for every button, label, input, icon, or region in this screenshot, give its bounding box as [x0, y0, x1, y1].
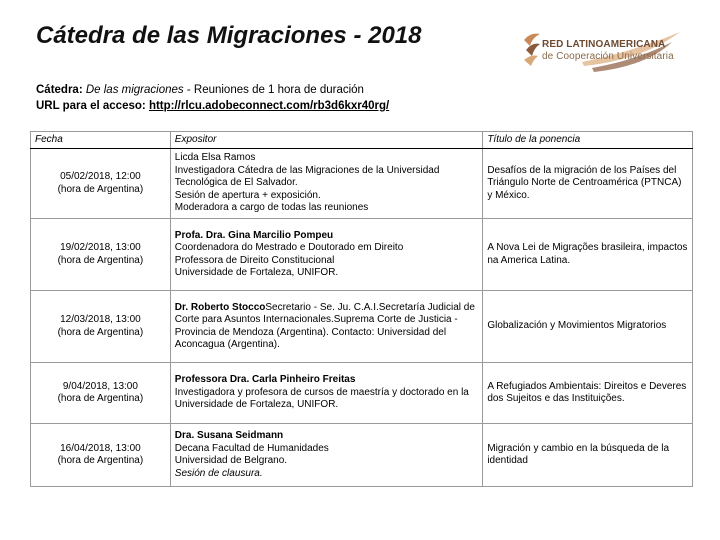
date-cell	[31, 149, 171, 219]
speaker-note: Sesión de clausura.	[174, 467, 263, 479]
timezone-note: (hora de Argentina)	[57, 393, 144, 404]
talk-title: A Nova Lei de Migrações brasileira, impactos na America Latina.	[483, 219, 693, 291]
header-date: Fecha	[31, 132, 171, 149]
speaker-cell	[170, 291, 483, 363]
speaker-line: Universidade de Fortaleza, UNIFOR.	[174, 399, 339, 411]
date-cell	[31, 424, 171, 487]
date-cell	[31, 363, 171, 424]
catedra-value: De las migraciones	[85, 84, 184, 96]
intro	[36, 82, 389, 114]
logo-line-1: RED LATINOAMERICANA	[542, 39, 666, 50]
speaker-line: Moderadora a cargo de todas las reuniones	[174, 202, 369, 214]
page-title: Cátedra de las Migraciones - 2018	[36, 22, 422, 49]
speaker-name: Dr. Roberto Stocco	[174, 301, 266, 313]
speaker-name: Profa. Dra. Gina Marcilio Pompeu	[174, 229, 334, 241]
catedra-rest: - Reuniones de 1 hora de duración	[186, 84, 364, 96]
logo-line-2: de Cooperación Universitaria	[542, 51, 674, 62]
speaker-line: Tecnológica de El Salvador.	[174, 177, 298, 189]
table-row	[31, 291, 693, 363]
speaker-name: Licda Elsa Ramos	[174, 152, 256, 164]
date-value: 16/04/2018, 13:00	[60, 442, 141, 454]
speaker-line: Decana Facultad de Humanidades	[174, 442, 329, 454]
date-value: 19/02/2018, 13:00	[60, 242, 141, 253]
table-row	[31, 149, 693, 219]
catedra-label: Cátedra:	[36, 84, 83, 96]
talk-title: A Refugiados Ambientais: Direitos e Deveres dos Sujeitos e das Instituições.	[483, 363, 693, 424]
table-row	[31, 219, 693, 291]
date-cell	[31, 219, 171, 291]
date-value: 05/02/2018, 12:00	[60, 171, 141, 182]
table-row	[31, 363, 693, 424]
speaker-line: Professora de Direito Constitucional	[174, 254, 335, 266]
url-label: URL para el acceso:	[36, 100, 146, 112]
date-cell	[31, 291, 171, 363]
catedra-line	[36, 82, 389, 98]
speaker-line: Investigadora Cátedra de las Migraciones de la Universidad	[174, 164, 440, 176]
speaker-cell	[170, 219, 483, 291]
speaker-name: Professora Dra. Carla Pinheiro Freitas	[174, 374, 356, 386]
access-url-link[interactable]: http://rlcu.adobeconnect.com/rb3d6kxr40rg/	[148, 100, 390, 112]
url-line	[36, 98, 389, 114]
talk-title: Globalización y Movimientos Migratorios	[483, 291, 693, 363]
date-value: 9/04/2018, 13:00	[62, 380, 138, 392]
speaker-line: Universidad de Belgrano.	[174, 455, 288, 466]
table-header-row	[31, 132, 693, 149]
logo	[522, 30, 682, 78]
speaker-cell	[170, 149, 483, 219]
speaker-cell	[170, 424, 483, 487]
timezone-note: (hora de Argentina)	[57, 254, 144, 266]
speaker-cell	[170, 363, 483, 424]
header-title: Título de la ponencia	[483, 132, 693, 149]
date-value: 12/03/2018, 13:00	[60, 314, 141, 325]
speaker-line: Sesión de apertura + exposición.	[174, 189, 321, 201]
speaker-line: Investigadora y profesora de cursos de maestría y doctorado en la	[174, 386, 469, 398]
talk-title: Desafíos de la migración de los Países del Triángulo Norte de Centroamérica (PTNCA) y México.	[483, 149, 693, 219]
timezone-note: (hora de Argentina)	[57, 455, 144, 466]
timezone-note: (hora de Argentina)	[57, 326, 144, 338]
table-row	[31, 424, 693, 487]
speaker-name: Dra. Susana Seidmann	[174, 430, 284, 441]
speaker-details: Secretario - Se. Ju. C.A.I.Secretaría Judicial de Corte para Asuntos Internacionales.Suprema Corte de Justicia - Provincia de Mendoza (Argentina). Contacto: Universidad del Aconcagua (Argentina).	[174, 301, 475, 350]
timezone-note: (hora de Argentina)	[57, 183, 144, 195]
header-speaker: Expositor	[170, 132, 483, 149]
schedule-table	[30, 131, 693, 487]
speaker-line: Coordenadora do Mestrado e Doutorado em Direito	[174, 242, 404, 253]
talk-title: Migración y cambio en la búsqueda de la identidad	[483, 424, 693, 487]
speaker-line: Universidade de Fortaleza, UNIFOR.	[174, 267, 339, 278]
